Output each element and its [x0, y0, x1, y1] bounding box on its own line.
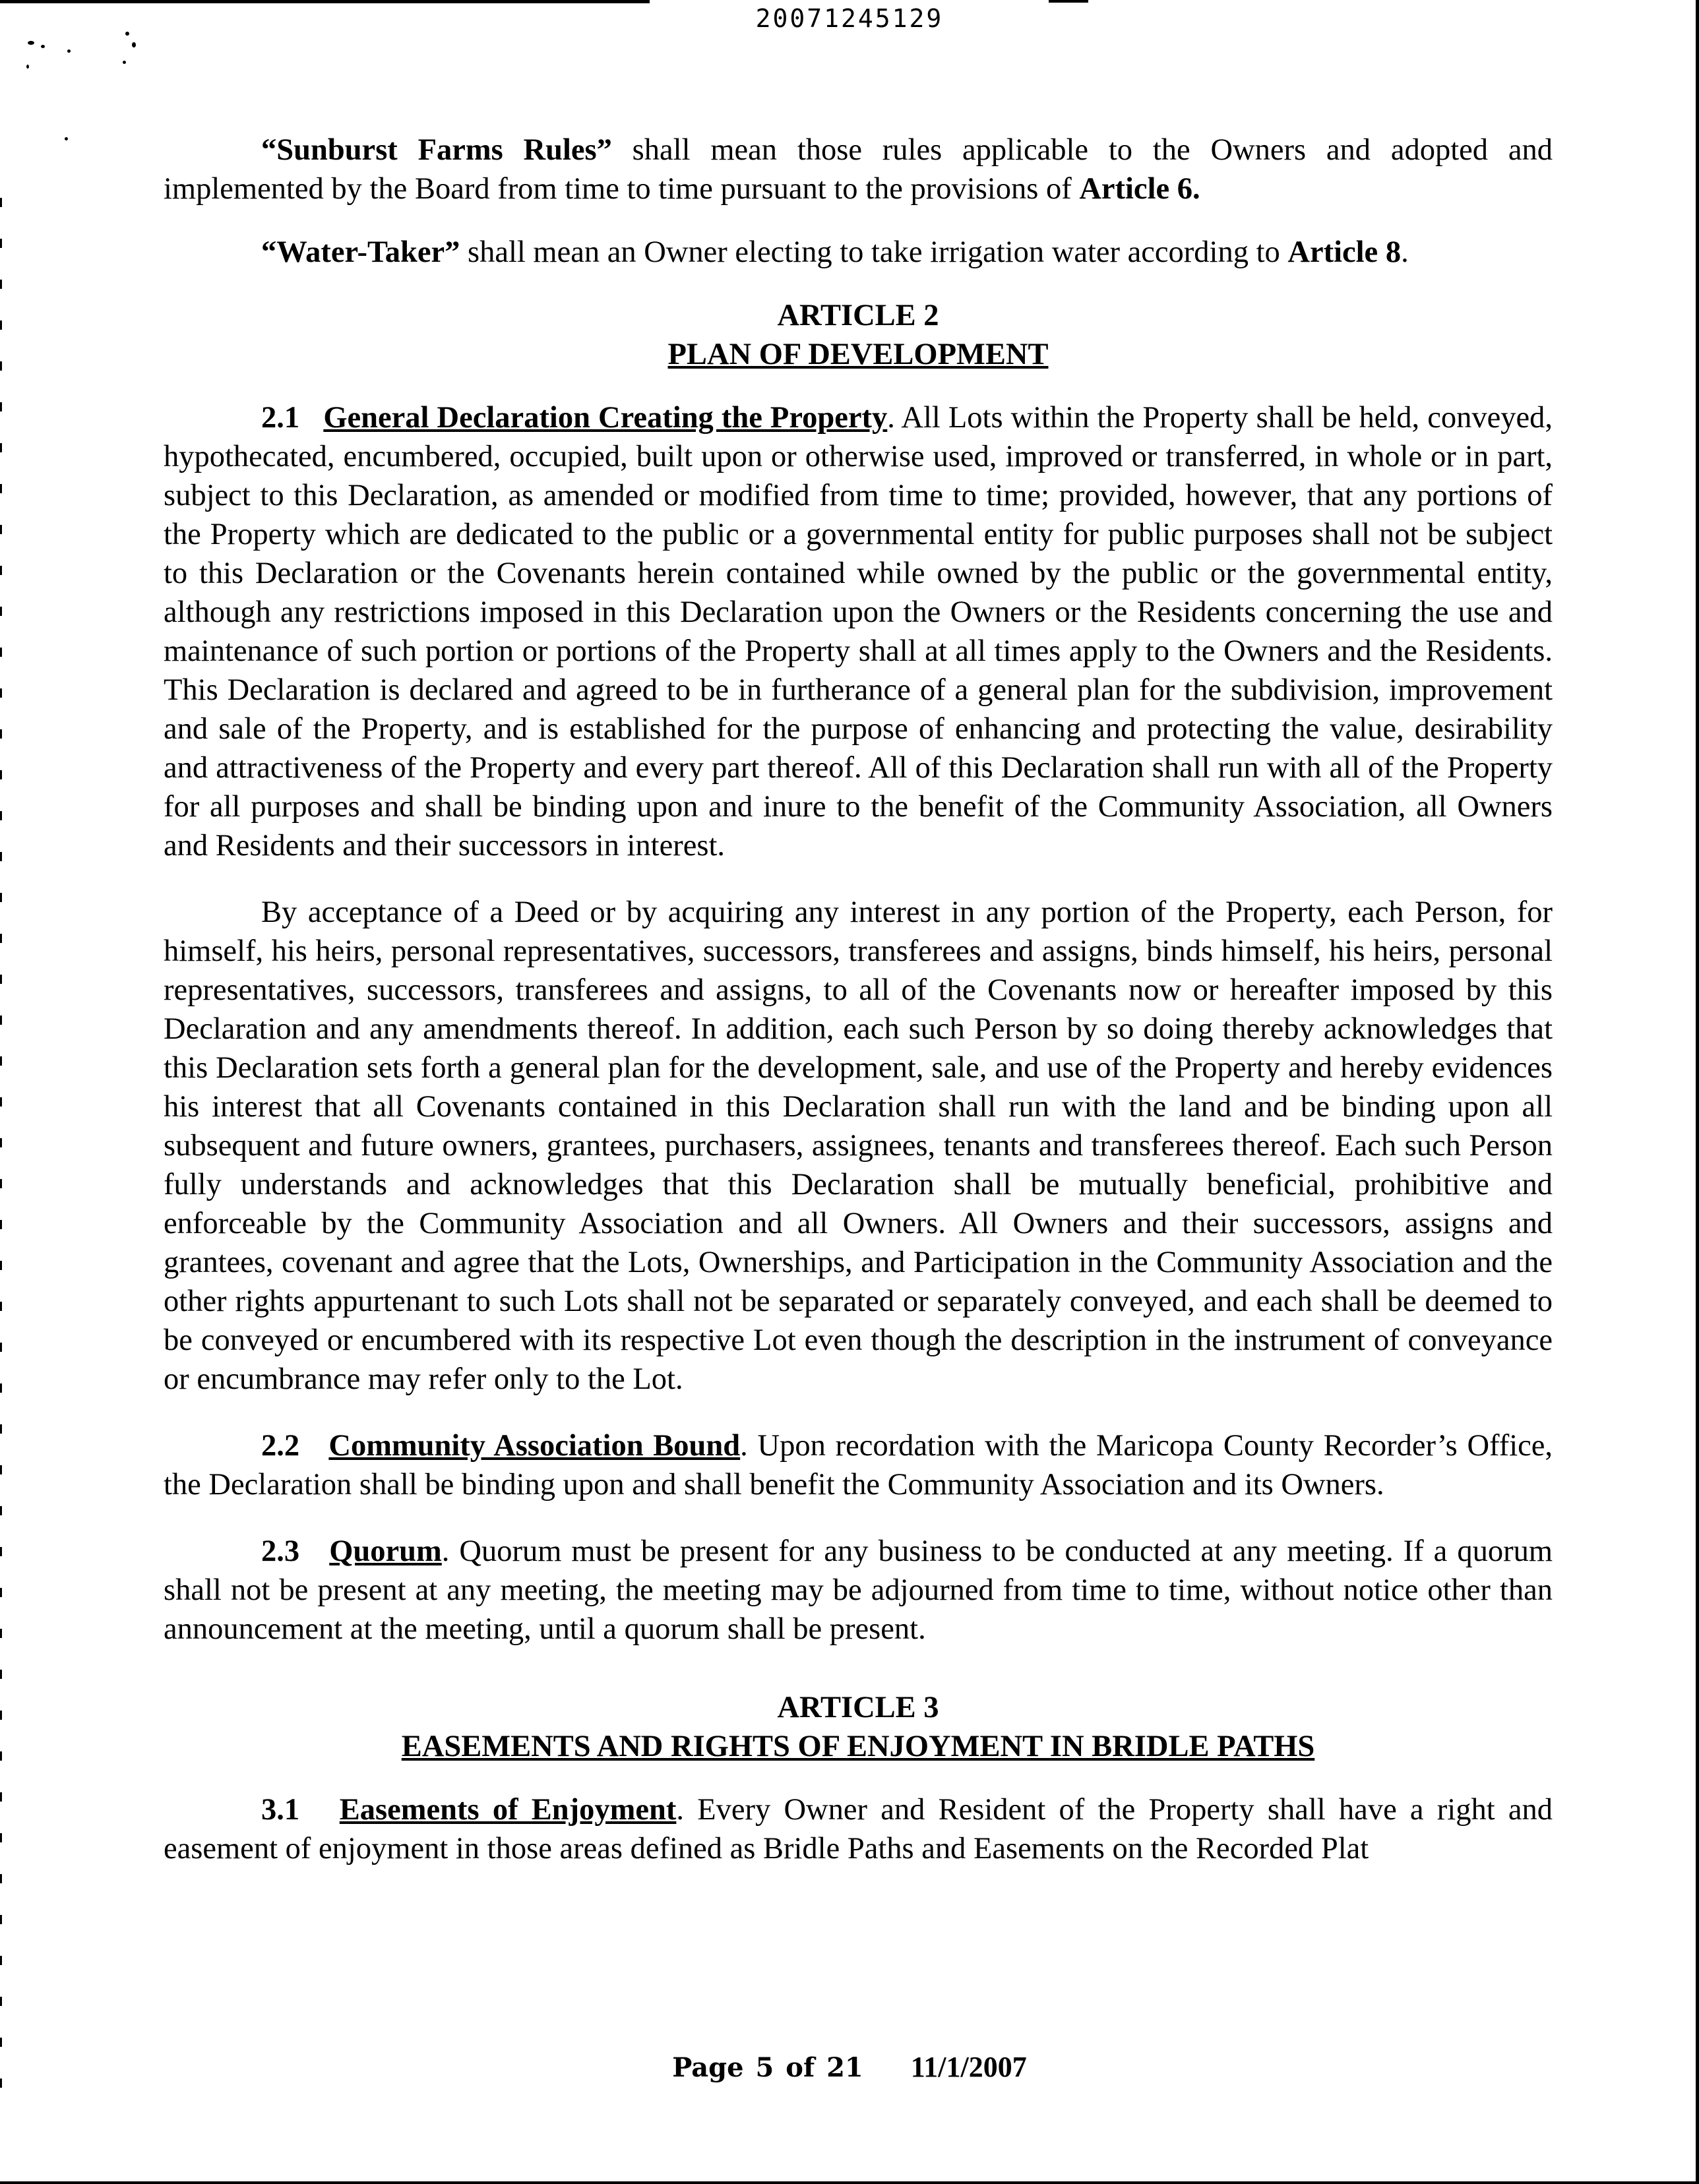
- article-number: ARTICLE 3: [777, 1691, 939, 1724]
- document-body: [164, 131, 1553, 1868]
- scan-speck: [28, 41, 34, 45]
- section-number: 2.2: [261, 1429, 300, 1463]
- page-footer: [0, 2050, 1699, 2084]
- definition-water-taker: [164, 233, 1553, 272]
- article-3-header: [164, 1688, 1553, 1766]
- scan-speck: [65, 137, 68, 140]
- section-body: . All Lots within the Property shall be held, conveyed, hypothecated, encumbered, occupied, built upon or otherwise used, improved or transferred, in whole or in part, subject to this Declaration, as amended or modified from time to time; provided, however, that any portions of the Property which are dedicated to the public or a governmental entity for public purposes shall not be subject to this Declaration or the Covenants herein contained while owned by the public or the governmental entity, although any restrictions imposed in this Declaration upon the Owners or the Residents concerning the use and maintenance of such portion or portions of the Property shall at all times apply to the Owners and the Residents. This Declaration is declared and agreed to be in furtherance of a general plan for the subdivision, improvement and sale of the Property, and is established for the purpose of enhancing and protecting the value, desirability and attractiveness of the Property and every part thereof. All of this Declaration shall run with all of the Property for all purposes and shall be binding upon and inure to the benefit of the Community Association, all Owners and Residents and their successors in interest.: [164, 401, 1553, 863]
- top-scan-rule-fragment: [1049, 0, 1088, 3]
- section-number: 3.1: [261, 1793, 300, 1827]
- section-title: Community Association Bound: [328, 1429, 741, 1463]
- article-number: ARTICLE 2: [777, 299, 939, 332]
- bottom-scan-edge: [0, 2181, 1699, 2184]
- scan-speck: [132, 42, 136, 47]
- section-body: . Every Owner and Resident of the Property shall have a right and easement of enjoyment in those areas defined as Bridle Paths and Easements on the Recorded Plat: [164, 1793, 1553, 1866]
- scan-speck: [26, 65, 29, 69]
- definition-text: shall mean those rules applicable to the Owners and adopted and implemented by the Board from time to time pursuant to the provisions of: [164, 133, 1553, 206]
- definition-end: .: [1401, 235, 1409, 269]
- article-reference: Article 6.: [1079, 172, 1200, 206]
- footer-date: 11/1/2007: [910, 2051, 1027, 2083]
- scan-speck: [67, 49, 71, 53]
- article-reference: Article 8: [1287, 235, 1402, 269]
- page-number: Page 5 of 21: [672, 2052, 863, 2083]
- article-title: PLAN OF DEVELOPMENT: [667, 338, 1049, 371]
- section-title: General Declaration Creating the Property: [323, 401, 888, 435]
- section-2-3: [164, 1532, 1553, 1649]
- article-title: EASEMENTS AND RIGHTS OF ENJOYMENT IN BRIDLE PATHS: [401, 1730, 1315, 1763]
- top-scan-rule: [0, 0, 650, 3]
- section-3-1: [164, 1790, 1553, 1868]
- scan-speck: [123, 61, 126, 64]
- left-scan-edge-marks: [0, 198, 2, 2110]
- section-title: Easements of Enjoyment: [339, 1793, 677, 1827]
- defined-term: “Water-Taker”: [261, 235, 460, 269]
- definition-sunburst-farms-rules: [164, 131, 1553, 208]
- section-number: 2.1: [261, 401, 300, 435]
- section-2-2: [164, 1426, 1553, 1504]
- article-2-header: [164, 296, 1553, 374]
- defined-term: “Sunburst Farms Rules”: [261, 133, 612, 167]
- recording-number: 20071245129: [755, 4, 944, 33]
- section-number: 2.3: [261, 1534, 300, 1568]
- definition-text: shall mean an Owner electing to take irrigation water according to: [460, 235, 1288, 269]
- right-scan-edge: [1696, 0, 1699, 2184]
- section-body: . Quorum must be present for any business to be conducted at any meeting. If a quorum shall not be present at any meeting, the meeting may be adjourned from time to time, without notice other than announcement at the meeting, until a quorum shall be present.: [164, 1534, 1553, 1646]
- section-body: . Upon recordation with the Maricopa County Recorder’s Office, the Declaration shall be binding upon and shall benefit the Community Association and its Owners.: [164, 1429, 1553, 1502]
- section-title: Quorum: [329, 1534, 442, 1568]
- acceptance-paragraph: By acceptance of a Deed or by acquiring any interest in any portion of the Property, each Person, for himself, his heirs, personal representatives, successors, transferees and assigns, binds himself, his heirs, personal representatives, successors, transferees and assigns, to all of the Covenants now or hereafter imposed by this Declaration and any amendments thereof. In addition, each such Person by so doing thereby acknowledges that this Declaration sets forth a general plan for the development, sale, and use of the Property and hereby evidences his interest that all Covenants contained in this Declaration shall run with the land and be binding upon all subsequent and future owners, grantees, purchasers, assignees, tenants and transferees thereof. Each such Person fully understands and acknowledges that this Declaration shall be mutually beneficial, prohibitive and enforceable by the Community Association and all Owners. All Owners and their successors, assigns and grantees, covenant and agree that the Lots, Ownerships, and Participation in the Community Association and the other rights appurtenant to such Lots shall not be separated or separately conveyed, and each shall be deemed to be conveyed or encumbered with its respective Lot even though the description in the instrument of conveyance or encumbrance may refer only to the Lot.: [164, 895, 1553, 1396]
- scan-speck: [41, 45, 45, 48]
- section-2-1: [164, 398, 1553, 865]
